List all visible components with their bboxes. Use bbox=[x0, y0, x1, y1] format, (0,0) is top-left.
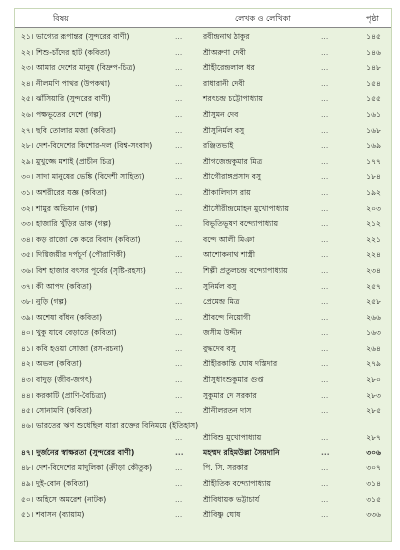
entry-page: ২২১ bbox=[366, 234, 381, 244]
leader-dots: ... bbox=[321, 250, 329, 260]
entry-author: শ্রীহীতিক বন্দ্যোপাধ্যায় bbox=[203, 479, 271, 489]
list-item bbox=[15, 201, 391, 217]
entry-title: ৪৮। দেশ-বিদেশের মাদুলিকা (ক্রীড়া কৌতুক) bbox=[21, 463, 153, 473]
list-item bbox=[15, 247, 391, 263]
leader-dots: ... bbox=[321, 343, 329, 353]
leader-dots: ... bbox=[321, 203, 329, 213]
leader-dots: ... bbox=[175, 343, 183, 353]
entry-page: ২৬৪ bbox=[366, 343, 381, 353]
entry-author: শ্রীনীলরতন দাস bbox=[203, 406, 252, 416]
leader-dots: ... bbox=[175, 406, 183, 416]
leader-dots: ... bbox=[175, 109, 183, 119]
entry-page: ১৬৩ bbox=[366, 328, 381, 338]
entry-page: ১৬৯ bbox=[366, 141, 381, 151]
list-item bbox=[15, 107, 391, 123]
entry-page: ১৪৬ bbox=[366, 47, 381, 57]
entry-author: শরৎচন্দ্র চট্টোপাধ্যায় bbox=[203, 94, 264, 104]
entry-author: শ্রীঅরুণা দেবী bbox=[203, 47, 246, 57]
entry-page: ২২৪ bbox=[366, 250, 381, 260]
leader-dots: ... bbox=[175, 141, 183, 151]
entry-author: শ্রীবিধায়ক ভট্টাচার্য bbox=[203, 494, 260, 504]
entry-author: শ্রীবন্দে নিয়োগী bbox=[203, 312, 251, 322]
entry-author: বিভূতিভূষণ বন্দ্যোপাধ্যায় bbox=[203, 219, 279, 229]
list-item bbox=[15, 388, 391, 404]
header-author: লেখক ও লেখিকা bbox=[235, 14, 291, 23]
leader-dots: ... bbox=[175, 32, 183, 41]
list-item bbox=[15, 279, 391, 295]
entry-title: ২৮। দেশ-বিদেশের কিশোর-দল (বিশ্ব-সংবাদ) bbox=[21, 141, 153, 151]
leader-dots: ... bbox=[175, 265, 183, 275]
entry-page: ৩৩৬ bbox=[366, 510, 381, 520]
leader-dots: ... bbox=[175, 94, 183, 104]
leader-dots: ... bbox=[321, 447, 330, 457]
entry-page: ২৭৯ bbox=[366, 359, 381, 369]
entry-page: ৩০৭ bbox=[366, 463, 381, 473]
list-item bbox=[15, 123, 391, 139]
entry-author: পি. সি. সরকার bbox=[203, 463, 249, 473]
entry-title: ২৯। মুখুজ্জে মশাই (প্রাচীন চিত্র) bbox=[21, 156, 115, 166]
leader-dots: ... bbox=[321, 375, 329, 385]
entry-page: ২০৩ bbox=[366, 203, 381, 213]
entry-page: ১৪৫ bbox=[366, 32, 381, 41]
entry-page: ২৩৪ bbox=[366, 265, 381, 275]
list-item bbox=[15, 492, 391, 508]
entry-page: ১৭৭ bbox=[366, 156, 381, 166]
list-item bbox=[15, 76, 391, 92]
entry-title: ২৩। আমার দেশের মানুষ (বিদ্রুপ-চিত্র) bbox=[21, 63, 136, 73]
entry-page: ২৮৩ bbox=[366, 390, 381, 400]
leader-dots: ... bbox=[321, 432, 329, 442]
list-item bbox=[15, 232, 391, 248]
leader-dots: ... bbox=[321, 141, 329, 151]
leader-dots: ... bbox=[175, 78, 183, 88]
leader-dots: ... bbox=[175, 297, 183, 307]
entry-page: ১৪৮ bbox=[366, 63, 381, 73]
entry-author: শ্রীসুনির্মল বসু bbox=[203, 125, 245, 135]
contents-page bbox=[14, 8, 392, 542]
entry-page: ৩১৪ bbox=[366, 479, 381, 489]
list-item bbox=[15, 45, 391, 61]
entry-page: ২৫৭ bbox=[366, 281, 381, 291]
leader-dots: ... bbox=[321, 328, 329, 338]
leader-dots: ... bbox=[175, 359, 183, 369]
entry-title: ৪৭। দুর্জনের স্বাক্ষরতা (সুন্দরের বাণী) bbox=[21, 447, 135, 457]
leader-dots: ... bbox=[175, 250, 183, 260]
entry-title: ৪৬। ভারতের ঋণ শুধেছিল যারা রক্তের বিনিময়ে (ইতিহাস) bbox=[21, 420, 199, 430]
entry-page: ১৬৮ bbox=[366, 125, 381, 135]
leader-dots: ... bbox=[175, 47, 183, 57]
leader-dots: ... bbox=[321, 390, 329, 400]
leader-dots: ... bbox=[175, 390, 183, 400]
list-item bbox=[15, 356, 391, 372]
list-item bbox=[15, 341, 391, 357]
leader-dots: ... bbox=[321, 297, 329, 307]
entry-page: ২৫৮ bbox=[366, 297, 381, 307]
list-item bbox=[15, 91, 391, 107]
leader-dots: ... bbox=[321, 463, 329, 473]
entry-title: ৪১। কবি হওয়া সোজা (রস-রচনা) bbox=[21, 343, 124, 353]
leader-dots: ... bbox=[321, 47, 329, 57]
entry-title: ৫০। অহিসে অমরেশ (নাটক) bbox=[21, 494, 107, 504]
entry-title: ২৬। পক্ষভূতের দেশে (গল্প) bbox=[21, 109, 102, 119]
list-item bbox=[15, 138, 391, 154]
entry-author: সুকুমার দে সরকার bbox=[203, 390, 257, 400]
leader-dots: ... bbox=[175, 125, 183, 135]
entry-author: শ্রীবিশু মুখোপাধ্যায় bbox=[203, 432, 262, 442]
leader-dots: ... bbox=[175, 172, 183, 182]
leader-dots: ... bbox=[321, 63, 329, 73]
leader-dots: ... bbox=[321, 510, 329, 520]
entry-title: ২৪। নীলমণি পাথর (উপকথা) bbox=[21, 78, 111, 88]
entry-author: জসীম উদ্দীন bbox=[203, 328, 242, 338]
entry-page: ১৯২ bbox=[366, 187, 381, 197]
list-item bbox=[15, 29, 391, 45]
list-item bbox=[15, 154, 391, 170]
leader-dots: ... bbox=[175, 510, 183, 520]
header-subject: বিষয় bbox=[53, 14, 69, 23]
list-item bbox=[15, 216, 391, 232]
list-item bbox=[15, 60, 391, 76]
entry-title: ৪০। খুকু যাবে বেড়াতে (কবিতা) bbox=[21, 328, 117, 338]
entry-author: শ্রীসুমন দেব bbox=[203, 109, 239, 119]
leader-dots: ... bbox=[321, 312, 329, 322]
leader-dots: ... bbox=[321, 125, 329, 135]
entry-title: ২২। শিশু-চাঁদের হাট (কবিতা) bbox=[21, 47, 111, 57]
entry-author: সুনির্মল বসু bbox=[203, 281, 237, 291]
leader-dots: ... bbox=[321, 406, 329, 416]
list-item bbox=[15, 460, 391, 476]
leader-dots: ... bbox=[175, 187, 183, 197]
entry-page: ১৬১ bbox=[366, 109, 381, 119]
list-item bbox=[15, 403, 391, 419]
entry-author: মহম্মদ রহিমউল্লা সৈয়দানি bbox=[203, 447, 280, 457]
entry-author: শ্রীহীরকান্তি ঘোষ দস্তিদার bbox=[203, 359, 278, 369]
leader-dots: ... bbox=[175, 156, 183, 166]
entry-title: ২১। ভাগ্যের রূপান্তর (সুন্দরের বাণী) bbox=[21, 32, 130, 41]
entry-author: প্রেমেন্দ্র মিত্র bbox=[203, 297, 240, 307]
entry-page: ৩০৬ bbox=[366, 447, 381, 457]
leader-dots: ... bbox=[175, 447, 184, 457]
entry-author: বুদ্ধদেব বসু bbox=[203, 343, 236, 353]
leader-dots: ... bbox=[175, 328, 183, 338]
list-item bbox=[15, 185, 391, 201]
entry-title: ৩৯। অশেষা বাঁধন (কবিতা) bbox=[21, 312, 103, 322]
leader-dots: ... bbox=[321, 265, 329, 275]
table-header bbox=[15, 9, 391, 28]
entry-title: ৩৭। কী আপদ (কবিতা) bbox=[21, 281, 92, 291]
list-item bbox=[15, 310, 391, 326]
entry-title: ৩৮। নুড়ি (গল্প) bbox=[21, 297, 67, 307]
leader-dots: ... bbox=[321, 219, 329, 229]
leader-dots: ... bbox=[321, 156, 329, 166]
header-page: পৃষ্ঠা bbox=[366, 14, 379, 23]
entry-title: ২৫। ঝাঁসিয়ারি (সুন্দরের বাণী) bbox=[21, 94, 111, 104]
leader-dots: ... bbox=[175, 63, 183, 73]
entry-title: ২৭। ছবি তোলার মজা (কবিতা) bbox=[21, 125, 117, 135]
leader-dots: ... bbox=[175, 203, 183, 213]
entry-title: ৩১। অশরীরের যজ্ঞ (কবিতা) bbox=[21, 187, 107, 197]
leader-dots: ... bbox=[175, 432, 183, 442]
entry-author: শ্রীসৌরীন্দ্রমোহন মুখোপাধ্যায় bbox=[203, 203, 289, 213]
entry-title: ৪২। অভল (কবিতা) bbox=[21, 359, 82, 369]
list-item bbox=[15, 419, 391, 445]
entry-page: ৩১৫ bbox=[366, 494, 381, 504]
leader-dots: ... bbox=[175, 234, 183, 244]
entry-page: ২৮৫ bbox=[366, 406, 381, 416]
entry-author: শ্রীসুধাংশুকুমার গুপ্ত bbox=[203, 375, 264, 385]
entry-title: ৩৪। কড় রাজো কে করে বিবাদ (কবিতা) bbox=[21, 234, 141, 244]
leader-dots: ... bbox=[321, 78, 329, 88]
contents-list bbox=[15, 29, 391, 523]
list-item bbox=[15, 294, 391, 310]
entry-title: ৩২। শামুর অভিযান (গল্প) bbox=[21, 203, 98, 213]
entry-title: ৪৫। সোনামণি (কবিতা) bbox=[21, 406, 92, 416]
entry-title: ৫১। শবাসন (ব্যায়াম) bbox=[21, 510, 85, 520]
leader-dots: ... bbox=[321, 494, 329, 504]
leader-dots: ... bbox=[175, 281, 183, 291]
leader-dots: ... bbox=[175, 494, 183, 504]
leader-dots: ... bbox=[321, 281, 329, 291]
list-item bbox=[15, 169, 391, 185]
entry-author: শ্রীকালিদাস রায় bbox=[203, 187, 251, 197]
entry-author: রাধারানী দেবী bbox=[203, 78, 245, 88]
entry-page: ২৬৬ bbox=[366, 312, 381, 322]
entry-title: ৩০। সাদা মানুষের ভেঙ্কি (বিদেশী সাহিত্য) bbox=[21, 172, 145, 182]
entry-author: আশোকনাথ শাস্ত্রী bbox=[203, 250, 256, 260]
entry-author: বন্দে আলী মিঞা bbox=[203, 234, 255, 244]
leader-dots: ... bbox=[321, 479, 329, 489]
leader-dots: ... bbox=[321, 234, 329, 244]
list-item bbox=[15, 476, 391, 492]
entry-page: ১৫৪ bbox=[366, 78, 381, 88]
entry-page: ২৮০ bbox=[366, 375, 381, 385]
entry-title: ৪৩। বাদুড় (জীব-জগৎ) bbox=[21, 375, 92, 385]
entry-author: রঞ্জিতভাই bbox=[203, 141, 234, 151]
leader-dots: ... bbox=[321, 172, 329, 182]
entry-author: শ্রীগজেন্দ্রকুমার মিত্র bbox=[203, 156, 263, 166]
list-item bbox=[15, 325, 391, 341]
entry-author: শিল্পী প্রতুলচন্দ্র বন্দ্যোপাধ্যায় bbox=[203, 265, 288, 275]
list-item bbox=[15, 445, 391, 461]
list-item bbox=[15, 372, 391, 388]
leader-dots: ... bbox=[175, 479, 183, 489]
entry-page: ২৮৭ bbox=[366, 432, 381, 442]
entry-page: ১৮৪ bbox=[366, 172, 381, 182]
entry-title: ৩৬। বিশ হাজার বৎসর পূর্বের (সৃষ্টি-রহস্য) bbox=[21, 265, 146, 275]
entry-author: শ্রীগৌরাঙ্গপ্রসাদ বসু bbox=[203, 172, 262, 182]
entry-title: ৩৩। হাজারি খুঁড়ির ডাক (গল্প) bbox=[21, 219, 111, 229]
leader-dots: ... bbox=[321, 109, 329, 119]
list-item bbox=[15, 507, 391, 523]
leader-dots: ... bbox=[175, 463, 183, 473]
entry-author: শ্রীহীরেন্দ্রলাল ধর bbox=[203, 63, 255, 73]
entry-title: ৩৫। দিগ্বিজয়ীর দর্পচূর্ণ (পৌরাণিকী) bbox=[21, 250, 126, 260]
leader-dots: ... bbox=[321, 94, 329, 104]
entry-page: ২১২ bbox=[366, 219, 381, 229]
entry-author: রবীন্দ্রনাথ ঠাকুর bbox=[203, 32, 250, 41]
entry-page: ১৫৫ bbox=[366, 94, 381, 104]
leader-dots: ... bbox=[321, 187, 329, 197]
entry-title: ৪৯। দুই-বোন (কবিতা) bbox=[21, 479, 89, 489]
list-item bbox=[15, 263, 391, 279]
leader-dots: ... bbox=[321, 359, 329, 369]
entry-title: ৪৪। করকাটি (প্রাণি-বৈচিত্র্য) bbox=[21, 390, 107, 400]
leader-dots: ... bbox=[175, 375, 183, 385]
leader-dots: ... bbox=[321, 32, 329, 41]
leader-dots: ... bbox=[175, 312, 183, 322]
entry-author: শ্রীবিষ্ণু ঘোষ bbox=[203, 510, 241, 520]
leader-dots: ... bbox=[175, 219, 183, 229]
